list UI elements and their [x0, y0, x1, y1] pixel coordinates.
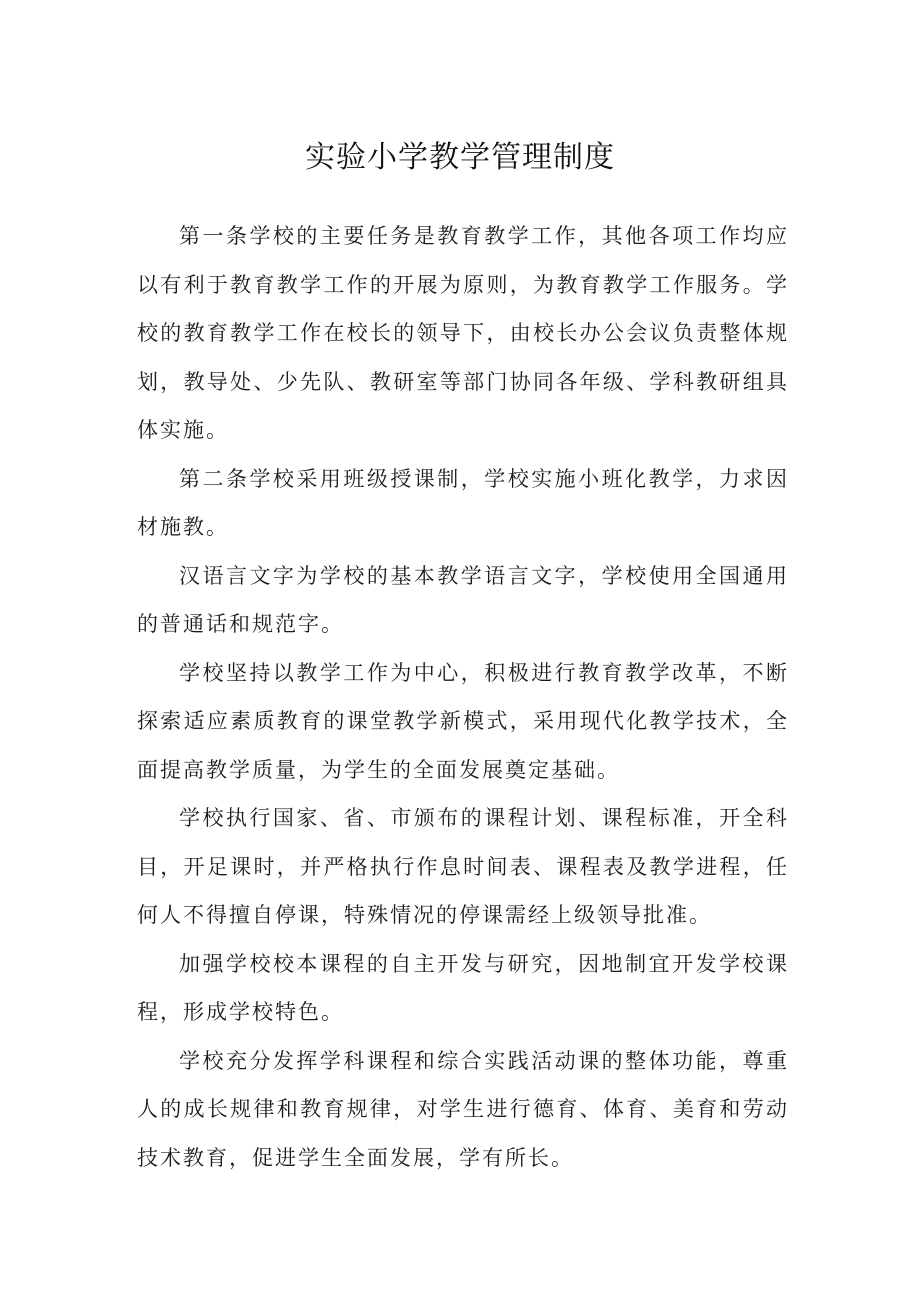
paragraph-teaching-reform: 学校坚持以教学工作为中心，积极进行教育教学改革，不断探索适应素质教育的课堂教学新模式，采用现代化教学技术，全面提高教学质量，为学生的全面发展奠定基础。: [137, 660, 789, 782]
paragraph-school-curriculum: 加强学校校本课程的自主开发与研究，因地制宜开发学校课程，形成学校特色。: [137, 951, 789, 1024]
document-title: 实验小学教学管理制度: [305, 140, 615, 175]
paragraph-language: 汉语言文字为学校的基本教学语言文字，学校使用全国通用的普通话和规范字。: [137, 563, 789, 636]
document-body: [137, 212, 789, 1182]
paragraph-article-2: 第二条学校采用班级授课制，学校实施小班化教学，力求因材施教。: [137, 466, 789, 539]
paragraph-article-1: 第一条学校的主要任务是教育教学工作，其他各项工作均应以有利于教育教学工作的开展为原则，为教育教学工作服务。学校的教育教学工作在校长的领导下，由校长办公会议负责整体规划，教导处、少先队、教研室等部门协同各年级、学科教研组具体实施。: [137, 224, 789, 442]
paragraph-curriculum-plan: 学校执行国家、省、市颁布的课程计划、课程标准，开全科目，开足课时，并严格执行作息时间表、课程表及教学进程，任何人不得擅自停课，特殊情况的停课需经上级领导批准。: [137, 806, 789, 927]
paragraph-comprehensive-development: 学校充分发挥学科课程和综合实践活动课的整体功能，尊重人的成长规律和教育规律，对学生进行德育、体育、美育和劳动技术教育，促进学生全面发展，学有所长。: [137, 1048, 789, 1170]
